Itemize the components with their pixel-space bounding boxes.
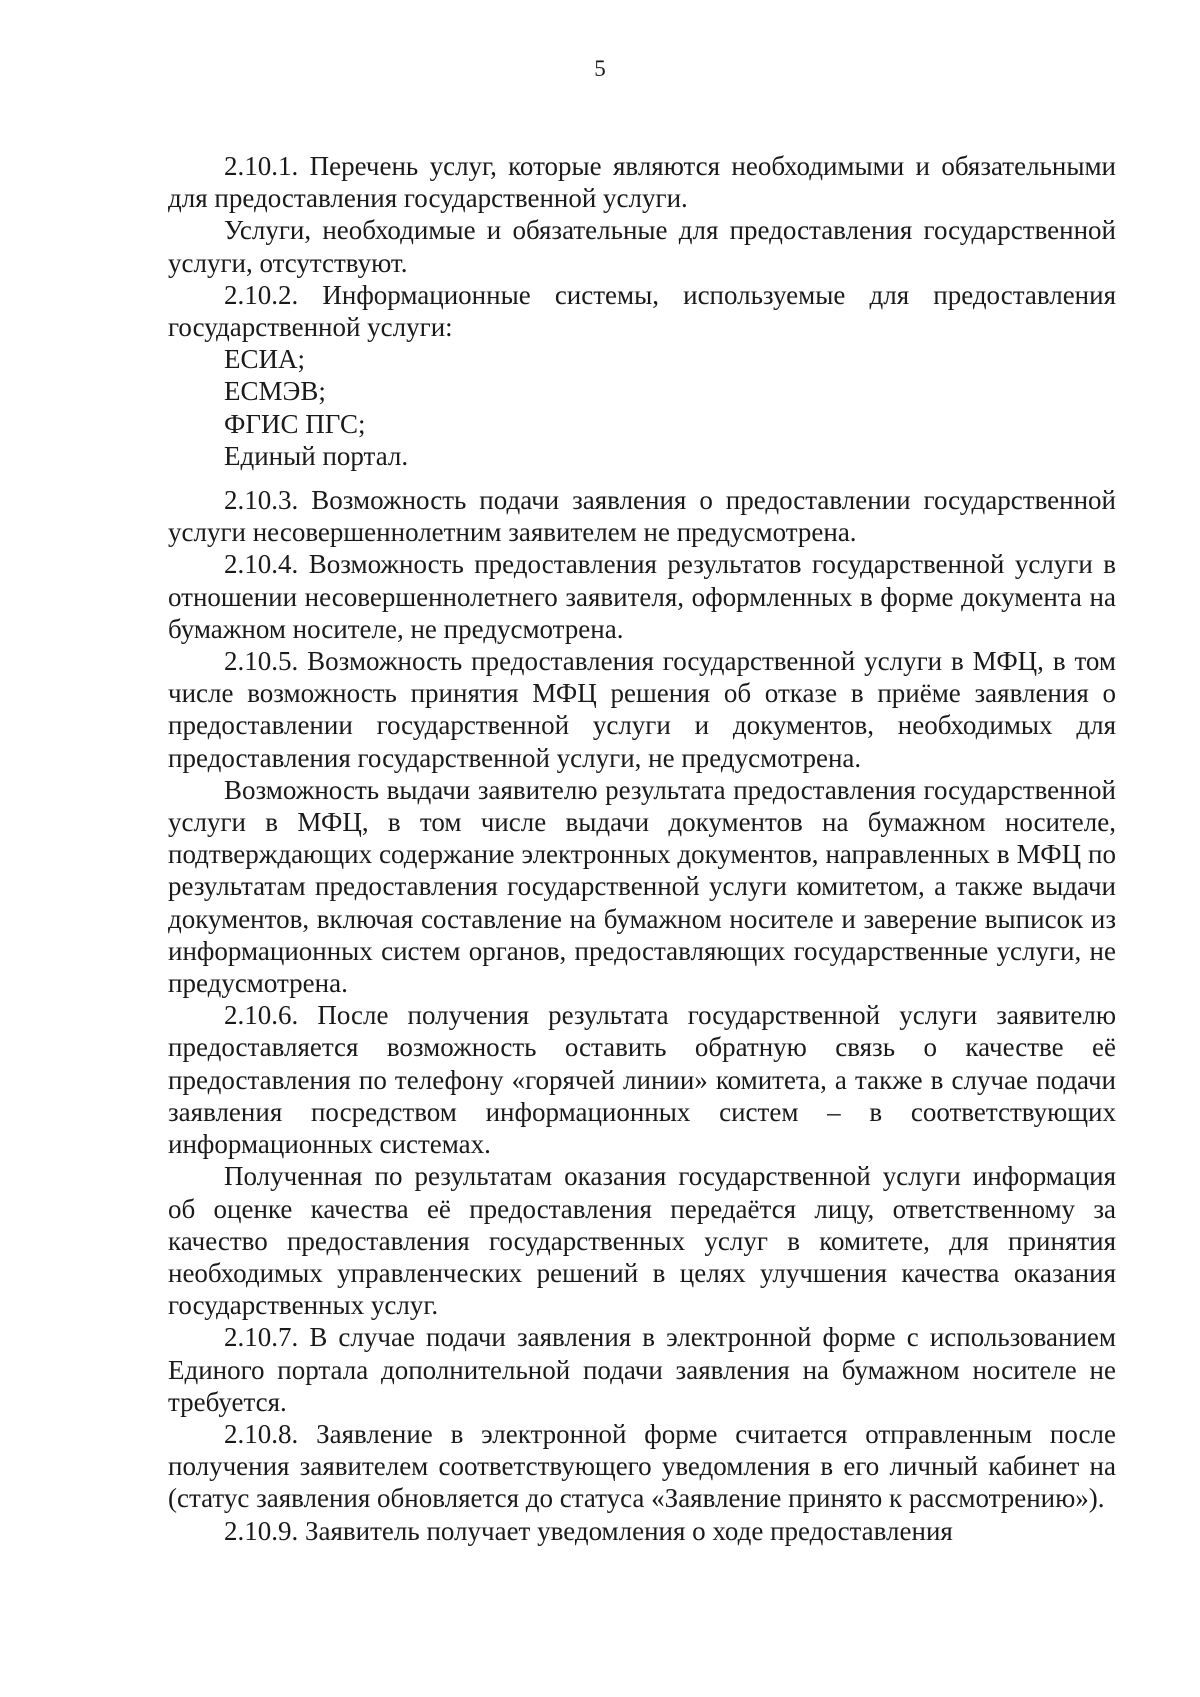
- paragraph: 2.10.7. В случае подачи заявления в электронной форме с использованием Единого портала дополнительной подачи заявления на бумажном носителе не требуется.: [168, 1322, 1116, 1417]
- paragraph: 2.10.9. Заявитель получает уведомления о ходе предоставления: [224, 1515, 953, 1546]
- paragraph: Полученная по результатам оказания государственной услуги информация об оценке качества её предоставления передаётся лицу, ответственному за качество предоставления государственных услуг в комитете, для принятия необходимых управленческих решений в целях улучшения качества оказания государственных услуг.: [168, 1161, 1116, 1321]
- page-number: 5: [594, 56, 606, 81]
- list-item: ЕСМЭВ;: [224, 376, 326, 407]
- paragraph: Услуги, необходимые и обязательные для предоставления государственной услуги, отсутствуют.: [168, 215, 1116, 278]
- paragraph: 2.10.2. Информационные системы, используемые для предоставления государственной услуги:: [168, 279, 1116, 343]
- paragraph: 2.10.3. Возможность подачи заявления о предоставлении государственной услуги несовершеннолетним заявителем не предусмотрена.: [168, 485, 1116, 548]
- paragraph: 2.10.5. Возможность предоставления государственной услуги в МФЦ, в том числе возможность принятия МФЦ решения об отказе в приёме заявления о предоставлении государственной услуги и документов, необходимых для предоставления государственной услуги, не предусмотрена.: [168, 646, 1116, 773]
- list-item: ЕСИА;: [224, 344, 305, 375]
- list-item: Единый портал.: [224, 440, 409, 471]
- paragraph: Возможность выдачи заявителю результата предоставления государственной услуги в МФЦ, в том числе выдачи документов на бумажном носителе, подтверждающих содержание электронных документов, направленных в МФЦ по результатам предоставления государственной услуги комитетом, а также выдачи документов, включая составление на бумажном носителе и заверение выписок из информационных систем органов, предоставляющих государственные услуги, не предусмотрена.: [168, 774, 1116, 999]
- paragraph: 2.10.6. После получения результата государственной услуги заявителю предоставляется возможность оставить обратную связь о качестве её предоставления по телефону «горячей линии» комитета, а также в случае подачи заявления посредством информационных систем – в соответствующих информационных системах.: [168, 1000, 1116, 1160]
- list-item: ФГИС ПГС;: [224, 408, 366, 439]
- paragraph: 2.10.4. Возможность предоставления результатов государственной услуги в отношении несовершеннолетнего заявителя, оформленных в форме документа на бумажном носителе, не предусмотрена.: [168, 549, 1116, 644]
- document-body: [168, 150, 1116, 1547]
- paragraph: 2.10.8. Заявление в электронной форме считается отправленным после получения заявителем соответствующего уведомления в его личный кабинет на (статус заявления обновляется до статуса «Заявление принято к рассмотрению»).: [168, 1418, 1116, 1514]
- paragraph: 2.10.1. Перечень услуг, которые являются необходимыми и обязательными для предоставления государственной услуги.: [168, 151, 1116, 214]
